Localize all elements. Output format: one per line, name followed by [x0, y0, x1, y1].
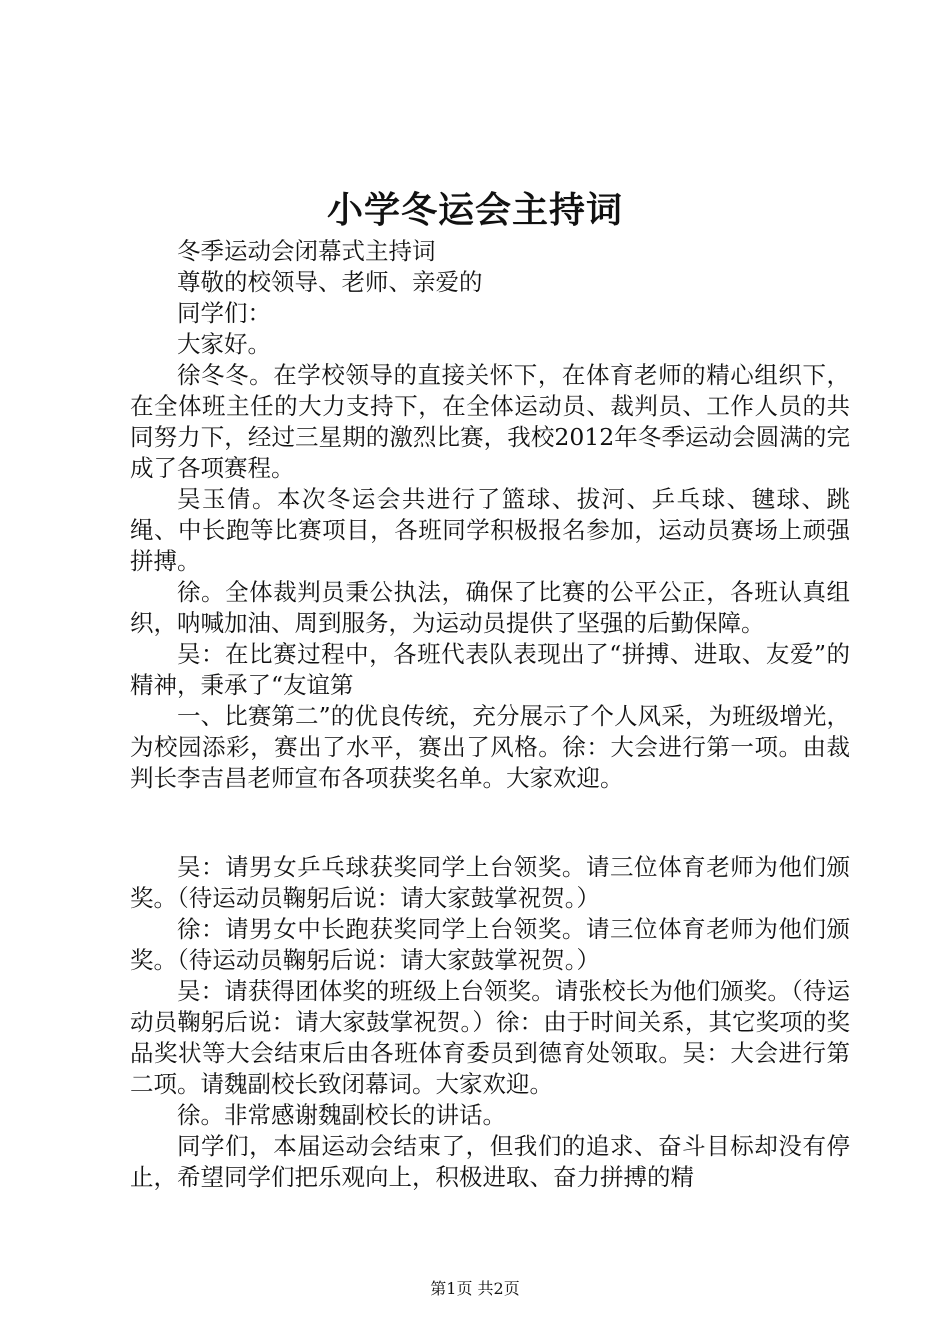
- paragraph: 徐冬冬。在学校领导的直接关怀下，在体育老师的精心组织下，在全体班主任的大力支持下，在全体运动员、裁判员、工作人员的共同努力下，经过三星期的激烈比赛，我校2012年冬季运动会圆满的完成了各项赛程。: [130, 361, 850, 482]
- blank-line: [130, 794, 850, 852]
- paragraph: 徐：请男女中长跑获奖同学上台领奖。请三位体育老师为他们颁奖。（待运动员鞠躬后说：请大家鼓掌祝贺。）: [130, 915, 850, 974]
- paragraph: 吴：请获得团体奖的班级上台领奖。请张校长为他们颁奖。（待运动员鞠躬后说：请大家鼓掌祝贺。）徐：由于时间关系，其它奖项的奖品奖状等大会结束后由各班体育委员到德育处领取。吴：大会进行第二项。请魏副校长致闭幕词。大家欢迎。: [130, 977, 850, 1098]
- document-title: 小学冬运会主持词: [326, 189, 623, 231]
- paragraph: 吴：请男女乒乓球获奖同学上台领奖。请三位体育老师为他们颁奖。（待运动员鞠躬后说：请大家鼓掌祝贺。）: [130, 853, 850, 912]
- paragraph: 大家好。: [177, 330, 271, 358]
- paragraph: 吴玉倩。本次冬运会共进行了篮球、拔河、乒乓球、毽球、跳绳、中长跑等比赛项目，各班同学积极报名参加，运动员赛场上顽强拼搏。: [130, 485, 850, 575]
- paragraph: 一、比赛第二”的优良传统，充分展示了个人风采，为班级增光，为校园添彩，赛出了水平，赛出了风格。徐：大会进行第一项。由裁判长李吉昌老师宣布各项获奖名单。大家欢迎。: [130, 702, 850, 792]
- paragraph: 徐。全体裁判员秉公执法，确保了比赛的公平公正，各班认真组织，呐喊加油、周到服务，为运动员提供了坚强的后勤保障。: [130, 578, 850, 637]
- paragraph: 吴：在比赛过程中，各班代表队表现出了“拼搏、进取、友爱”的精神，秉承了“友谊第: [130, 640, 850, 699]
- paragraph: 同学们，本届运动会结束了，但我们的追求、奋斗目标却没有停止，希望同学们把乐观向上，积极进取、奋力拼搏的精: [130, 1132, 850, 1191]
- paragraph: 冬季运动会闭幕式主持词: [177, 237, 436, 265]
- paragraph: 徐。非常感谢魏副校长的讲话。: [177, 1101, 506, 1129]
- document-body: [130, 236, 850, 1193]
- paragraph: 尊敬的校领导、老师、亲爱的: [177, 268, 483, 296]
- page-footer: 第1页 共2页: [430, 1279, 520, 1298]
- paragraph: 同学们：: [177, 299, 271, 327]
